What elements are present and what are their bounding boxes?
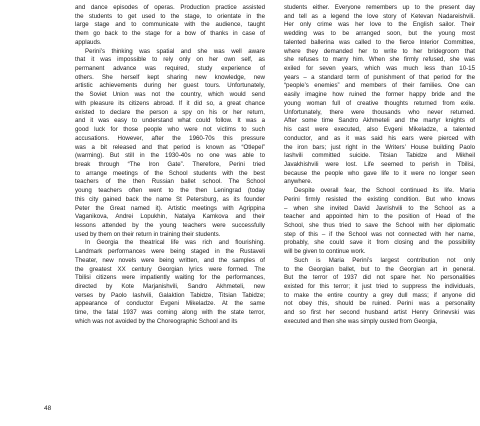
text-line: – when she invited David Javrishvili to the School as a: [284, 204, 475, 212]
text-line: artistic achievements during her guest tours. Unfortunately,: [75, 82, 265, 90]
text-line: School, she thus tried to save the School with her diplomatic: [284, 221, 475, 229]
text-line: with pleasure its citizens abroad. If it did so, a great chance: [75, 99, 265, 107]
text-line: existed for this terror; it just tried to suppress the individuals,: [284, 283, 475, 290]
text-line: Theater, new novels were being written, and the samples of: [75, 256, 265, 264]
text-line: break through “The Iron Gate”. Therefore, Perini tried: [75, 160, 265, 168]
text-line: Her only crime was her love to the English sailor. Their: [284, 21, 475, 29]
page-number: 48: [44, 405, 52, 412]
text-line: was a bit released and that period is known as “Otlepel”: [75, 143, 265, 151]
text-line: used by them on their return in training their students.: [75, 230, 221, 238]
text-line: to make the entire country a grey dull mass; if anyone did: [284, 291, 475, 299]
text-line: lessons attended by the young teachers were successfully: [75, 221, 265, 229]
text-line: applauds.: [75, 38, 102, 46]
text-line: easily imagine how ruined the former happy bride and the: [284, 91, 475, 99]
text-line: anywhere.: [284, 178, 313, 186]
text-line: his cast were executed, also Evgeni Mikeladze, a talented: [284, 126, 475, 134]
text-line: that it was impossible to rely only on her own self, as: [75, 56, 265, 64]
text-line: But the terror of 1937 did not spare her. No personalities: [284, 274, 475, 282]
text-line: she refuses to marry him. When she firmly refused, she was: [284, 56, 475, 64]
left-text-column: [75, 4, 265, 327]
text-line: appearance of conductor Evgeni Mikeladze. At the same: [75, 300, 265, 308]
text-line: the greatest XX century Georgian lyrics were formed. The: [75, 265, 265, 273]
text-line: Javakhishvili were lost. Life seemed to perish in Tbilisi,: [284, 160, 475, 168]
text-line: this city gained back the name St Petersburg, as its founder: [75, 195, 265, 203]
text-line: teacher and appointed him to the position of Head of the: [284, 213, 475, 221]
text-line: Such is Maria Perini’s largest contribution not only: [294, 256, 475, 264]
text-line: the students to get used to the stage, to orientate in the: [75, 12, 265, 20]
text-line: teachers of the then Russian ballet school. The School: [75, 178, 265, 186]
text-line: Tbilisi citizens were impatiently waiting for the performances,: [75, 274, 265, 282]
text-line: permanent advance was required, study experience of: [75, 65, 265, 73]
text-line: the iron bars; just right in the Writers’ House building Paolo: [284, 143, 475, 151]
text-line: accusations. However, after the 1960-70s this pressure: [75, 134, 265, 142]
text-line: years – a standard term of punishment of that period for the: [284, 73, 475, 81]
text-line: good luck for those people who were not victims to such: [75, 126, 265, 134]
text-line: not obey this, should be ruined. Perini was a personality: [284, 300, 475, 308]
text-line: and it was easy to understand what could follow. It was a: [75, 117, 265, 125]
text-line: exiled for seven years, which was much less than 10-15: [284, 65, 475, 73]
text-line: Despite overall fear, the School continued its life. Maria: [294, 187, 475, 195]
text-line: probably, she could save it from closing and the possibility: [284, 239, 475, 247]
text-line: because the people who gave life to it were no longer seen: [284, 169, 475, 177]
text-line: Landmark performances were being staged in the Rustaveli: [75, 248, 265, 256]
text-line: and dance episodes of operas. Production practice assisted: [75, 4, 265, 11]
text-line: and tell as a legend the love story of Ketevan Nadareishvili.: [284, 12, 475, 20]
text-line: and so first her second husband artist Henry Grinevski was: [284, 309, 475, 317]
text-line: Iashvili committed suicide. Titsian Tabidze and Mikheil: [284, 152, 475, 160]
text-line: wedding was to be arranged soon, but the young most: [284, 30, 475, 38]
text-line: them go back to the stage for a bow of thanks in case of: [75, 30, 265, 38]
text-line: to the Georgian ballet, but to the Georgian art in general.: [284, 265, 475, 273]
text-line: to arrange meetings of the School students with the best: [75, 169, 265, 177]
text-line: time, the fatal 1937 was coming along with the state terror,: [75, 309, 265, 317]
text-line: large stage and to communicate with the audience, taught: [75, 21, 265, 29]
text-line: In Georgia the theatrical life was rich and flourishing.: [85, 239, 265, 247]
text-line: Vaganikova, Andrei Lopukhin, Natalya Kamkova and their: [75, 213, 265, 221]
text-line: young teachers often went to the then Leningrad (today: [75, 187, 265, 195]
text-line: students either. Everyone remembers up to the present day: [284, 4, 475, 11]
text-line: existed to declare the person a spy on his or her return,: [75, 108, 265, 116]
text-line: young woman full of creative thoughts returned from exile.: [284, 99, 475, 107]
text-line: will be given to continue work.: [284, 248, 366, 256]
text-line: step of this – if the School was not connected with her name,: [284, 230, 475, 238]
text-line: verses by Paolo Iashvili, Galaktion Tabidze, Titsian Tabidze;: [75, 291, 265, 299]
text-line: conductor, and as it was said his ears were pierced with: [284, 134, 475, 142]
text-line: Peter the Great named it). Artistic meetings with Agrippina: [75, 204, 265, 212]
text-line: directed by Kote Marjanishvili, Sandro Akhmeteli, new: [75, 283, 265, 290]
text-line: where they demanded her to write to her bridegroom that: [284, 47, 475, 55]
right-text-column: [284, 4, 475, 327]
text-line: After some time Sandro Akhmeteli and the martyr knights of: [284, 117, 475, 125]
text-line: Unfortunately, there were thousands who never returned.: [284, 108, 475, 116]
text-line: executed and then she was simply ousted from Georgia,: [284, 317, 438, 325]
text-line: the Soviet Union was not the country, which would send: [75, 91, 265, 99]
text-line: Perini’s thinking was spatial and she was well aware: [85, 47, 265, 55]
text-line: which was not avoided by the Choreographic School and its: [75, 317, 238, 325]
text-line: talented ballerina was called to the fierce Interior Committee,: [284, 38, 475, 46]
text-line: (warming). But still in the 1930-40s no one was able to: [75, 152, 265, 160]
text-line: “people’s enemies” and members of their families. One can: [284, 82, 475, 90]
text-line: others. She herself kept sharing new knowledge, new: [75, 73, 265, 81]
text-line: Perini firmly resisted the existing condition. But who knows: [284, 195, 475, 203]
